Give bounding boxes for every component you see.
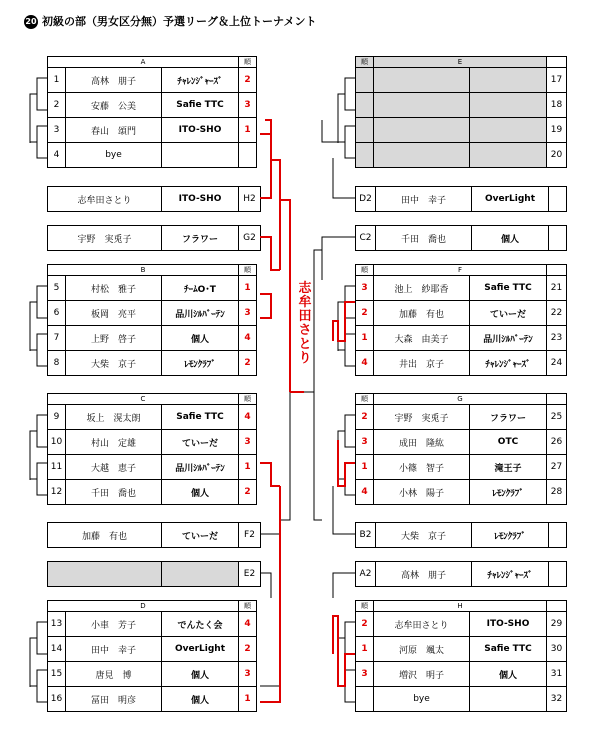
player-number: 17 — [547, 68, 567, 93]
player-number: 20 — [547, 143, 567, 168]
team-name: 個人 — [472, 226, 549, 251]
team-name: 品川ｼﾙﾊﾞｰﾃﾝ — [162, 455, 239, 480]
rank-header: 順 — [356, 601, 374, 612]
g2-path — [260, 237, 280, 270]
right-upper-semi — [314, 250, 322, 392]
group-b-header: B — [48, 265, 239, 276]
rank: 2 — [356, 405, 374, 430]
c1-path — [260, 463, 280, 486]
team-name: OverLight — [162, 637, 239, 662]
player-number: 14 — [48, 637, 66, 662]
rank-header: 順 — [356, 394, 374, 405]
group-f-header: F — [374, 265, 547, 276]
team-name: ﾚﾓﾝｸﾗﾌﾞ — [470, 480, 547, 505]
player-number: 10 — [48, 430, 66, 455]
player-name: 大柴 京子 — [376, 523, 472, 548]
player-name: 宇野 実兎子 — [374, 405, 470, 430]
player-name: 志牟田さとり — [48, 187, 162, 212]
player-name: 増沢 明子 — [374, 662, 470, 687]
player-name: 大森 由美子 — [374, 326, 470, 351]
player-number: 5 — [48, 276, 66, 301]
rank: 3 — [356, 662, 374, 687]
left-upper-semi — [271, 160, 280, 270]
player-name: 宇野 実兎子 — [48, 226, 162, 251]
team-name: ITO-SHO — [162, 187, 239, 212]
player-name: 上野 啓子 — [66, 326, 162, 351]
player-number: 1 — [48, 68, 66, 93]
team-name: 品川ｼﾙﾊﾞｰﾃﾝ — [162, 301, 239, 326]
player-number: 29 — [547, 612, 567, 637]
team-name: ITO-SHO — [162, 118, 239, 143]
team-name: 品川ｼﾙﾊﾞｰﾃﾝ — [470, 326, 547, 351]
rank: 1 — [239, 276, 257, 301]
group-g-header: G — [374, 394, 547, 405]
seed-code: G2 — [239, 226, 261, 251]
left-e2-line — [260, 573, 271, 598]
player-name: 唐見 博 — [66, 662, 162, 687]
h1-path — [333, 616, 355, 686]
f1-path — [333, 302, 355, 341]
rank: 3 — [239, 430, 257, 455]
bracket-red-lines — [260, 120, 355, 702]
rank: 2 — [239, 351, 257, 376]
player-number: 23 — [547, 326, 567, 351]
player-name: 高林 朋子 — [66, 68, 162, 93]
d1-path — [260, 486, 280, 702]
rank: 3 — [356, 430, 374, 455]
rank: 2 — [239, 480, 257, 505]
player-name: 成田 隆紘 — [374, 430, 470, 455]
group-c-bracket — [30, 415, 47, 495]
team-name: でんたく会 — [162, 612, 239, 637]
player-name: 志牟田さとり — [374, 612, 470, 637]
rank: 1 — [239, 687, 257, 712]
player-number: 21 — [547, 276, 567, 301]
group-c-header: C — [48, 394, 239, 405]
player-number: 6 — [48, 301, 66, 326]
rank-header: 順 — [239, 265, 257, 276]
player-name: 千田 喬也 — [66, 480, 162, 505]
right-a2-line — [333, 573, 355, 598]
player-name: 田中 幸子 — [66, 637, 162, 662]
rank: 4 — [239, 326, 257, 351]
player-name: 田中 幸子 — [376, 187, 472, 212]
team-name: 滝王子 — [470, 455, 547, 480]
player-number: 3 — [48, 118, 66, 143]
left-lower-semi — [280, 392, 290, 520]
player-name: 井出 京子 — [374, 351, 470, 376]
rank: 3 — [239, 301, 257, 326]
rank: 3 — [239, 93, 257, 118]
player-name: 河原 颯太 — [374, 637, 470, 662]
player-name: 安藤 公美 — [66, 93, 162, 118]
champion-char: 田 — [298, 309, 312, 324]
player-name: 小車 芳子 — [66, 612, 162, 637]
player-number: 28 — [547, 480, 567, 505]
player-number: 15 — [48, 662, 66, 687]
rank-header: 順 — [239, 601, 257, 612]
group-b-bracket — [30, 286, 47, 366]
seed-code: B2 — [356, 523, 376, 548]
team-name: ﾁｰﾑO･T — [162, 276, 239, 301]
player-name: 大柴 京子 — [66, 351, 162, 376]
seed-code: F2 — [239, 523, 261, 548]
event-number-badge: 20 — [24, 15, 38, 29]
rank: 4 — [239, 405, 257, 430]
player-name: 冨田 明彦 — [66, 687, 162, 712]
team-name: ﾚﾓﾝｸﾗﾌﾞ — [472, 523, 549, 548]
player-name: 大越 恵子 — [66, 455, 162, 480]
team-name: ﾁｬﾚﾝｼﾞｬｰｽﾞ — [472, 562, 549, 587]
team-name: ていーだ — [470, 301, 547, 326]
right-lower-semi — [314, 392, 322, 520]
h2-win — [260, 134, 271, 198]
player-number: 19 — [547, 118, 567, 143]
champion-char: と — [298, 337, 312, 352]
group-g-bracket — [338, 415, 355, 495]
team-name: 個人 — [470, 662, 547, 687]
team-name: Safie TTC — [470, 276, 547, 301]
champion-name — [298, 282, 312, 366]
right-c2-line — [322, 237, 355, 280]
rank: 1 — [356, 326, 374, 351]
player-name: 春山 頌門 — [66, 118, 162, 143]
player-name: 加藤 有也 — [374, 301, 470, 326]
group-e-bracket — [338, 78, 355, 158]
player-name: 加藤 有也 — [48, 523, 162, 548]
group-e-header: E — [374, 57, 547, 68]
player-number: 32 — [547, 687, 567, 712]
player-number: 8 — [48, 351, 66, 376]
rank: 2 — [239, 68, 257, 93]
team-name: ていーだ — [162, 430, 239, 455]
player-name: 村松 雅子 — [66, 276, 162, 301]
seed-code: A2 — [356, 562, 376, 587]
player-number: 30 — [547, 637, 567, 662]
b1-path — [260, 294, 271, 318]
left-d1-line — [260, 490, 280, 686]
rank: 3 — [356, 276, 374, 301]
team-name: 個人 — [162, 480, 239, 505]
seed-code: H2 — [239, 187, 261, 212]
rank-header: 順 — [239, 57, 257, 68]
player-number: 2 — [48, 93, 66, 118]
seed-code: E2 — [239, 562, 261, 587]
bracket-black-lines — [30, 78, 355, 702]
player-number: 9 — [48, 405, 66, 430]
group-h-header: H — [374, 601, 547, 612]
rank: 2 — [239, 637, 257, 662]
team-name: Safie TTC — [162, 405, 239, 430]
a1-win — [260, 120, 271, 134]
rank-header: 順 — [239, 394, 257, 405]
team-name: 個人 — [162, 687, 239, 712]
team-name: フラワー — [470, 405, 547, 430]
team-name: OverLight — [472, 187, 549, 212]
rank: 1 — [356, 637, 374, 662]
player-name: 池上 紗耶香 — [374, 276, 470, 301]
player-number: 7 — [48, 326, 66, 351]
champion-char: 志 — [298, 281, 312, 296]
team-name: ﾚﾓﾝｸﾗﾌﾞ — [162, 351, 239, 376]
rank-header: 順 — [356, 57, 374, 68]
right-d2-line — [333, 158, 355, 198]
champion-char: り — [298, 351, 312, 366]
team-name: ITO-SHO — [470, 612, 547, 637]
right-e-line — [322, 120, 338, 142]
player-number: 11 — [48, 455, 66, 480]
left-to-final — [280, 200, 290, 392]
player-number: 12 — [48, 480, 66, 505]
player-name: 板岡 亮平 — [66, 301, 162, 326]
player-name: 小林 陽子 — [374, 480, 470, 505]
group-a-header: A — [48, 57, 239, 68]
group-a-bracket — [30, 78, 47, 158]
player-name: 小篠 智子 — [374, 455, 470, 480]
player-number: 13 — [48, 612, 66, 637]
seed-code: D2 — [356, 187, 376, 212]
rank: 2 — [356, 612, 374, 637]
team-name: フラワー — [162, 226, 239, 251]
player-number: 18 — [547, 93, 567, 118]
team-name: 個人 — [162, 326, 239, 351]
rank: 3 — [239, 662, 257, 687]
player-number: 16 — [48, 687, 66, 712]
player-number: 31 — [547, 662, 567, 687]
player-name: bye — [374, 687, 470, 712]
player-name: 村山 定雄 — [66, 430, 162, 455]
right-b2-line — [333, 486, 355, 534]
rank: 1 — [356, 455, 374, 480]
group-f-bracket — [338, 286, 355, 366]
rank: 4 — [239, 612, 257, 637]
group-d-header: D — [48, 601, 239, 612]
team-name: ﾁｬﾚﾝｼﾞｬｰｽﾞ — [162, 68, 239, 93]
team-name: 個人 — [162, 662, 239, 687]
team-name: Safie TTC — [470, 637, 547, 662]
rank: 2 — [356, 301, 374, 326]
player-name: 坂上 滉太朗 — [66, 405, 162, 430]
rank-header: 順 — [356, 265, 374, 276]
team-name: ていーだ — [162, 523, 239, 548]
player-name: 高林 朋子 — [376, 562, 472, 587]
team-name: ﾁｬﾚﾝｼﾞｬｰｽﾞ — [470, 351, 547, 376]
rank: 4 — [356, 480, 374, 505]
player-number: 4 — [48, 143, 66, 168]
player-number: 25 — [547, 405, 567, 430]
player-name: 千田 喬也 — [376, 226, 472, 251]
rank: 4 — [356, 351, 374, 376]
player-name: bye — [66, 143, 162, 168]
rank: 1 — [239, 118, 257, 143]
player-number: 26 — [547, 430, 567, 455]
team-name: OTC — [470, 430, 547, 455]
player-number: 27 — [547, 455, 567, 480]
champion-char: さ — [298, 323, 312, 338]
champion-char: 牟 — [298, 295, 312, 310]
group-h-bracket — [338, 622, 355, 702]
title-text: 初級の部（男女区分無）予選リーグ＆上位トーナメント — [42, 15, 317, 28]
seed-code: C2 — [356, 226, 376, 251]
group-d-bracket — [30, 622, 47, 702]
team-name: Safie TTC — [162, 93, 239, 118]
player-number: 24 — [547, 351, 567, 376]
rank: 1 — [239, 455, 257, 480]
player-number: 22 — [547, 301, 567, 326]
